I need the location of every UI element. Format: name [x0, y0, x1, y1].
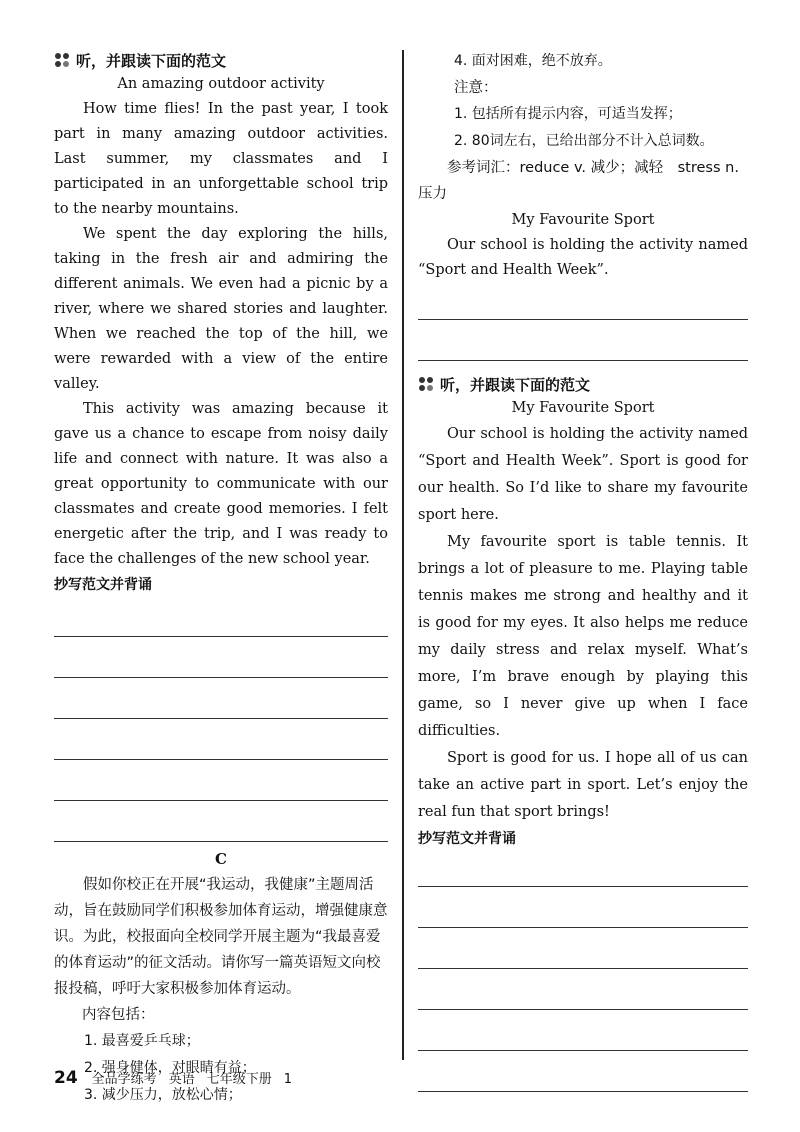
writing-line[interactable] — [54, 678, 388, 719]
writing-line[interactable] — [418, 283, 748, 320]
grade: 七年级下册 — [206, 1072, 272, 1087]
writing-line[interactable] — [418, 887, 748, 928]
section-c-heading: C — [215, 850, 227, 868]
copy-label: 抄写范文并背诵 — [418, 831, 516, 847]
audio-icon — [418, 376, 434, 392]
note-item: 1. 包括所有提示内容，可适当发挥； — [454, 106, 682, 122]
right-column — [418, 0, 748, 1092]
task-description: 假如你校正在开展“我运动，我健康”主题周活动，旨在鼓励同学们积极参加体育运动，增强健康意识。为此，校报面向全校同学开展主题为“我最喜爱的体育运动”的征文活动。请你写一篇英语短文向校报投稿，呼吁大家积极参加体育运动。 — [54, 877, 388, 997]
content-label: 内容包括： — [82, 1007, 155, 1023]
vocab-hint: 参考词汇：reduce v. 减少；减轻 stress n. 压力 — [418, 160, 739, 202]
content-item: 2. 强身健体，对眼睛有益； — [84, 1060, 256, 1076]
writing-line[interactable] — [54, 801, 388, 842]
writing-line[interactable] — [418, 320, 748, 361]
writing-lines — [54, 598, 388, 842]
note-item: 2. 80词左右，已给出部分不计入总词数。 — [454, 133, 714, 149]
content-item: 1. 最喜爱乒乓球； — [84, 1033, 200, 1049]
writing-line[interactable] — [418, 852, 748, 887]
content-item: 3. 减少压力，放松心情； — [84, 1087, 242, 1103]
writing-line[interactable] — [418, 928, 748, 969]
writing-line[interactable] — [418, 969, 748, 1010]
edition: 1 — [283, 1072, 292, 1087]
section-heading: 听，并跟读下面的范文 — [418, 373, 748, 395]
copy-label: 抄写范文并背诵 — [54, 577, 152, 593]
book-name: 全品学练考 — [91, 1072, 157, 1087]
essay-paragraph: This activity was amazing because it gave us a chance to escape from noisy daily life and connect with nature. It was also a great opportunity to communicate with our classmates and create good memories. I felt energetic after the trip, and I was ready to face the challenges of the new school year. — [54, 401, 388, 567]
left-column — [54, 0, 388, 1109]
essay-paragraph: How time flies! In the past year, I took part in many amazing outdoor activities. Last summer, my classmates and I participated in an unforgettable school trip to the nearby mountains. — [54, 101, 388, 217]
section-heading: 听，并跟读下面的范文 — [54, 49, 388, 71]
note-label: 注意： — [454, 80, 498, 96]
writing-line[interactable] — [418, 1010, 748, 1051]
prompt-start: Our school is holding the activity named “Sport and Health Week”. — [418, 237, 748, 278]
page-footer — [54, 1068, 304, 1088]
writing-line[interactable] — [54, 760, 388, 801]
prompt-title: My Favourite Sport — [511, 212, 655, 228]
essay-paragraph: We spent the day exploring the hills, taking in the fresh air and admiring the different animals. We even had a picnic by a river, where we shared stories and laughter. When we reached the top of the hill, we were rewarded with a view of the entire valley. — [54, 226, 388, 392]
writing-line[interactable] — [54, 719, 388, 760]
column-divider — [402, 50, 404, 1060]
writing-line[interactable] — [418, 1051, 748, 1092]
essay-paragraph: Sport is good for us. I hope all of us can take an active part in sport. Let’s enjoy the real fun that sport brings! — [418, 750, 748, 820]
writing-lines — [418, 852, 748, 1092]
page-number: 24 — [54, 1068, 78, 1088]
content-item: 4. 面对困难，绝不放弃。 — [454, 53, 612, 69]
subject: 英语 — [168, 1072, 195, 1087]
audio-icon — [54, 52, 70, 68]
essay-title: An amazing outdoor activity — [117, 76, 325, 92]
writing-line[interactable] — [54, 637, 388, 678]
essay-title: My Favourite Sport — [511, 400, 655, 416]
essay-paragraph: My favourite sport is table tennis. It brings a lot of pleasure to me. Playing table tennis makes me strong and healthy and it is good for my eyes. It also helps me reduce my daily stress and relax myself. What’s more, I’m brave enough by playing this game, so I never give up when I face difficulties. — [418, 534, 748, 739]
essay-paragraph: Our school is holding the activity named “Sport and Health Week”. Sport is good for our health. So I’d like to share my favourite sport here. — [418, 426, 748, 523]
writing-line[interactable] — [54, 598, 388, 637]
